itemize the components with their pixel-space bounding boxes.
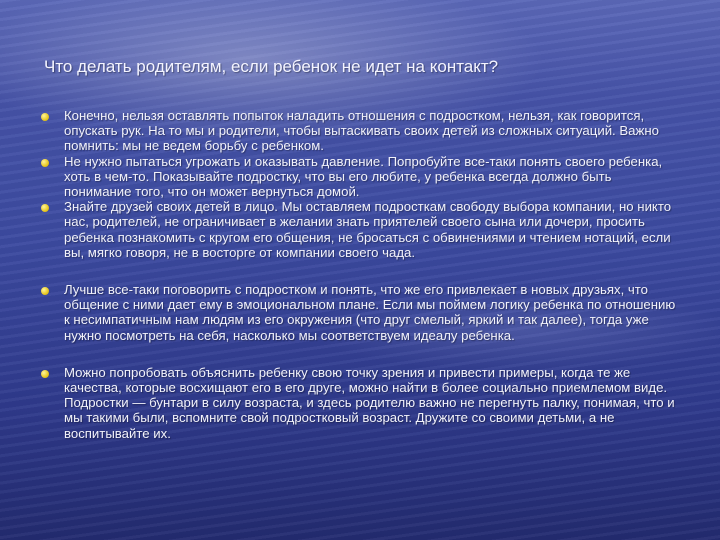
bullet-dot-icon (41, 113, 49, 121)
bullet-text: Не нужно пытаться угрожать и оказывать давление. Попробуйте все-таки понять своего ребенка, хоть в чем-то. Показывайте подростку, что вы его любите, у ребенка всегда должно быть понимание того, что он может вернуться домой. (64, 153, 663, 200)
bullet-item (38, 282, 678, 343)
bullet-dot-icon (41, 204, 49, 212)
bullet-item (38, 199, 678, 260)
slide-title: Что делать родителям, если ребенок не идет на контакт? (44, 57, 499, 76)
bullet-item (38, 154, 678, 200)
bullet-dot-icon (41, 370, 49, 378)
bullet-dot-icon (41, 159, 49, 167)
bullet-text: Конечно, нельзя оставлять попыток наладить отношения с подростком, нельзя, как говорится, опускать рук. На то мы и родители, чтобы вытаскивать своих детей из сложных ситуаций. Важно помнить: мы не ведем борьбу с ребенком. (64, 108, 659, 154)
bullet-text: Можно попробовать объяснить ребенку свою точку зрения и привести примеры, когда те же качества, которые восхищают его в его друге, можно найти в более социально приемлемом виде. Подростки — бунтари в силу возраста, и здесь родителю важно не перегнуть палку, понимая, что и мы такими были, вспомните свой подростковый возраст. Дружите со своими детьми, а не воспитывайте их. (64, 364, 675, 441)
bullet-item (38, 108, 678, 154)
bullet-text: Знайте друзей своих детей в лицо. Мы оставляем подросткам свободу выбора компании, но никто нас, родителей, не ограничивает в желании знать приятелей своего сына или дочери, просить ребенка познакомить с кругом его общения, не бросаться с обвинениями и чтением нотаций, если вы, мягко говоря, не в восторге от компании своего чада. (64, 199, 672, 260)
bullet-list (38, 108, 678, 441)
bullet-text: Лучше все-таки поговорить с подростком и понять, что же его привлекает в новых друзьях, что общение с ними дает ему в эмоциональном плане. Если мы поймем логику ребенка по отношению к несимпатичным нам людям из его окружения (что друг смелый, яркий и так далее), тогда уже нужно посмотреть на себя, насколько мы соответствуем идеалу ребенка. (64, 282, 676, 343)
bullet-dot-icon (41, 287, 49, 295)
bullet-item (38, 365, 678, 441)
